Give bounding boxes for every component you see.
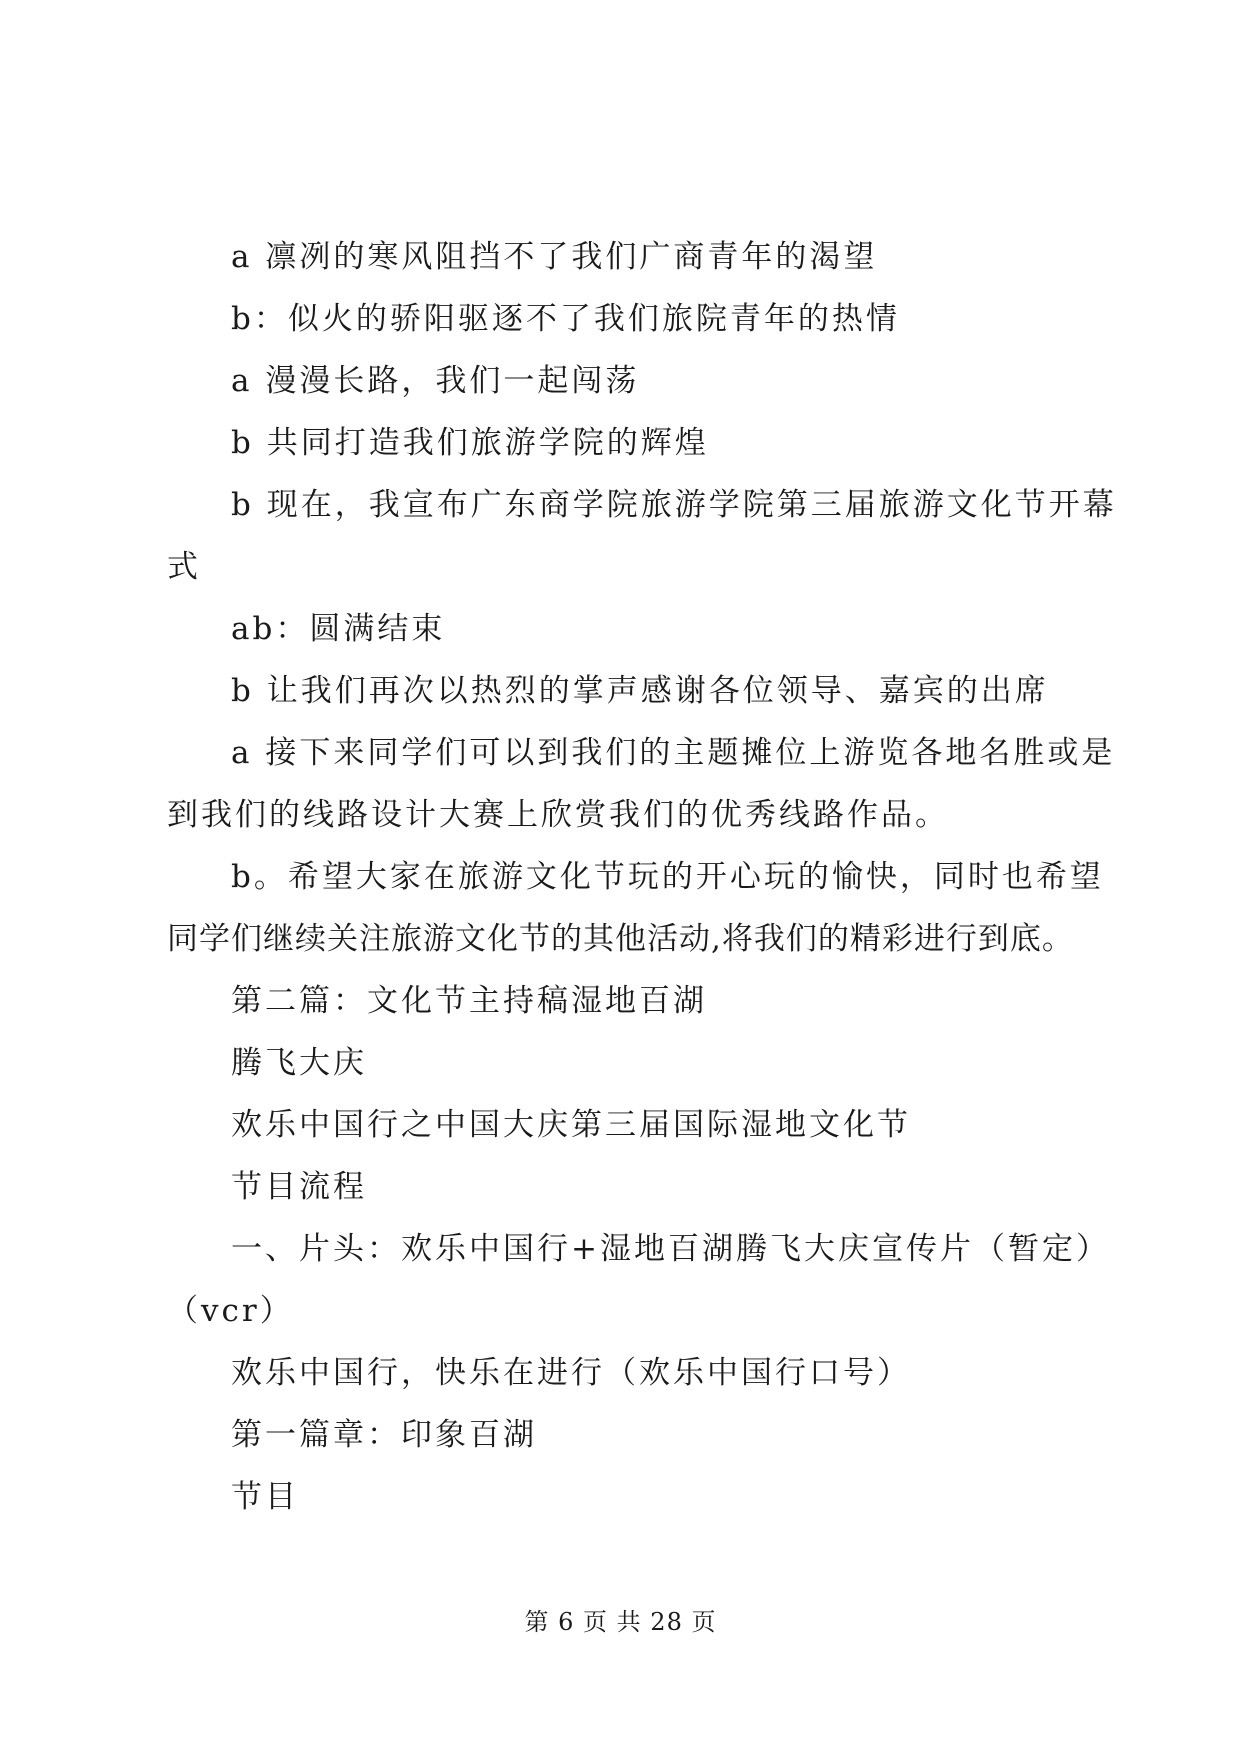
section-heading: 第二篇：文化节主持稿湿地百湖 — [231, 983, 707, 1019]
text-line: b：似火的骄阳驱逐不了我们旅院青年的热情 — [231, 301, 900, 337]
text-line: 式 — [167, 549, 201, 585]
text-line: a 凛冽的寒风阻挡不了我们广商青年的渴望 — [231, 239, 878, 275]
text-line: 节目流程 — [231, 1169, 367, 1205]
text-line: b 让我们再次以热烈的掌声感谢各位领导、嘉宾的出席 — [231, 673, 1049, 709]
text-line: a 接下来同学们可以到我们的主题摊位上游览各地名胜或是 — [231, 735, 1116, 771]
document-body — [167, 226, 1117, 1528]
text-line: 同学们继续关注旅游文化节的其他活动,将我们的精彩进行到底。 — [167, 921, 1074, 957]
text-line: b 共同打造我们旅游学院的辉煌 — [231, 425, 709, 461]
page-number-footer: 第 6 页 共 28 页 — [524, 1608, 717, 1636]
text-line: 欢乐中国行之中国大庆第三届国际湿地文化节 — [231, 1107, 911, 1143]
text-line: 节目 — [231, 1479, 299, 1515]
text-line: （vcr） — [167, 1293, 294, 1329]
text-line: 腾飞大庆 — [231, 1045, 367, 1081]
text-line: 第一篇章：印象百湖 — [231, 1417, 537, 1453]
text-line: b。希望大家在旅游文化节玩的开心玩的愉快，同时也希望 — [231, 859, 1104, 895]
text-line: a 漫漫长路，我们一起闯荡 — [231, 363, 640, 399]
text-line: 到我们的线路设计大赛上欣赏我们的优秀线路作品。 — [167, 797, 949, 833]
text-line: b 现在，我宣布广东商学院旅游学院第三届旅游文化节开幕 — [231, 487, 1117, 523]
text-line: 欢乐中国行，快乐在进行（欢乐中国行口号） — [231, 1355, 911, 1391]
text-line: ab：圆满结束 — [231, 611, 446, 647]
text-line: 一、片头：欢乐中国行+湿地百湖腾飞大庆宣传片（暂定） — [231, 1231, 1110, 1267]
